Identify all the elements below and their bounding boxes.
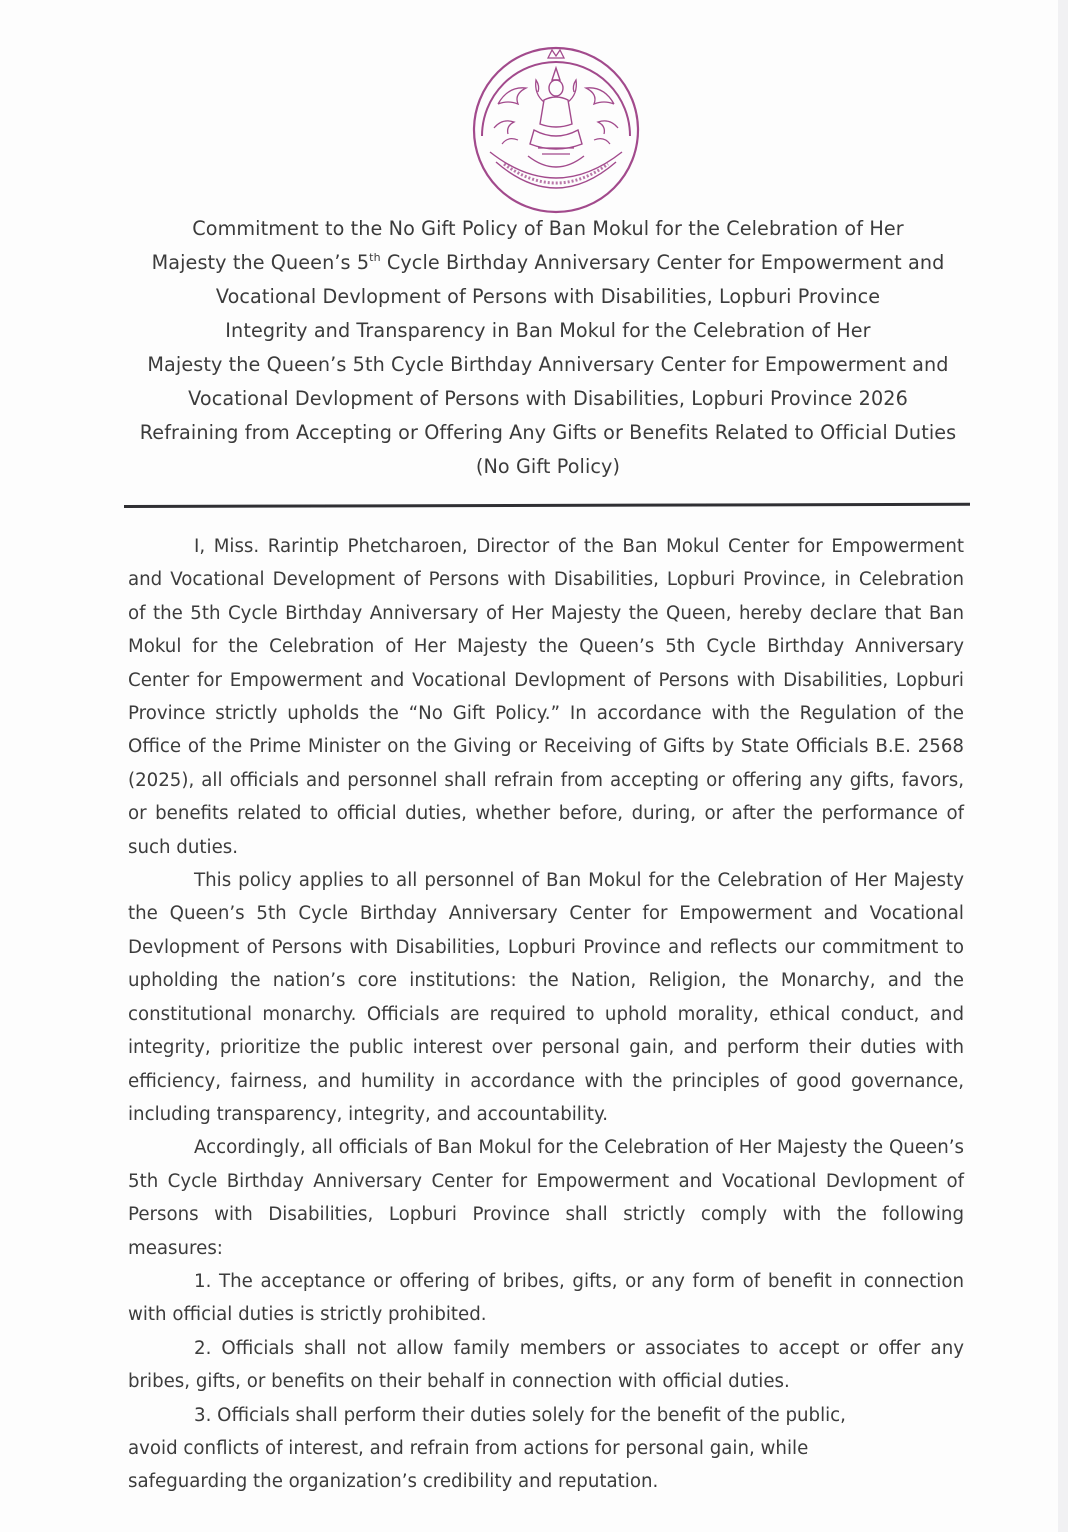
title-divider	[124, 503, 970, 508]
title-line: Majesty the Queen’s 5th Cycle Birthday Anniversary Center for Empowerment and	[151, 251, 945, 274]
seal-figure-head	[549, 80, 563, 96]
declaration-paragraph: I, Miss. Rarintip Phetcharoen, Director of the Ban Mokul Center for Empowerment and Vocational Development of Persons with Disabilities, Lopburi Province, in Celebration of the 5th Cycle Birthday Anniversary of Her Majesty the Queen, hereby declare that Ban Mokul for the Celebration of Her Majesty the Queen’s 5th Cycle Birthday Anniversary Center for Empowerment and Vocational Devlopment of Persons with Disabilities, Lopburi Province strictly upholds the “No Gift Policy.” In accordance with the Regulation of the Office of the Prime Minister on the Giving or Receiving of Gifts by State Officials B.E. 2568 (2025), all officials and personnel shall refrain from accepting or offering any gifts, favors, or benefits related to official duties, whether before, during, or after the performance of such duties.	[128, 536, 964, 858]
seal-figure-crown	[552, 68, 560, 80]
measure-item: 2. Officials shall not allow family members or associates to accept or offer any bribes, gifts, or benefits on their behalf in connection with official duties.	[128, 1337, 964, 1393]
title-line: Refraining from Accepting or Offering Any Gifts or Benefits Related to Official Duties	[139, 421, 957, 444]
title-line: Commitment to the No Gift Policy of Ban Mokul for the Celebration of Her	[192, 217, 904, 240]
seal-banner-top	[490, 152, 622, 178]
institutional-seal-icon	[468, 44, 644, 214]
document-title	[120, 212, 976, 484]
document-body	[128, 530, 964, 1499]
seal-upper-arc	[482, 62, 630, 136]
ordinal-superscript: th	[369, 251, 381, 264]
seal-figure-seat	[530, 130, 582, 149]
measure-item: 3. Officials shall perform their duties solely for the benefit of the public, avoid conflicts of interest, and refrain from actions for personal gain, while safeguarding the organization’s credibility and reputation.	[128, 1404, 846, 1493]
title-line: Vocational Devlopment of Persons with Disabilities, Lopburi Province	[215, 285, 881, 308]
title-line: Vocational Devlopment of Persons with Disabilities, Lopburi Province 2026	[188, 387, 908, 410]
measure-item: 1. The acceptance or offering of bribes, gifts, or any form of benefit in connection with official duties is strictly prohibited.	[128, 1270, 964, 1326]
title-line: (No Gift Policy)	[475, 455, 621, 478]
title-line: Majesty the Queen’s 5th Cycle Birthday Anniversary Center for Empowerment and	[147, 353, 949, 376]
page-edge	[1058, 0, 1068, 1532]
policy-scope-paragraph: This policy applies to all personnel of Ban Mokul for the Celebration of Her Majesty the Queen’s 5th Cycle Birthday Anniversary Center for Empowerment and Vocational Devlopment of Persons with Disabilities, Lopburi Province and reflects our commitment to upholding the nation’s core institutions: the Nation, Religion, the Monarchy, and the constitutional monarchy. Officials are required to uphold morality, ethical conduct, and integrity, prioritize the public interest over personal gain, and perform their duties with efficiency, fairness, and humility in accordance with the principles of good governance, including transparency, integrity, and accountability.	[128, 870, 964, 1125]
measures-intro-paragraph: Accordingly, all officials of Ban Mokul for the Celebration of Her Majesty the Queen’s 5th Cycle Birthday Anniversary Center for Empowerment and Vocational Devlopment of Persons with Disabilities, Lopburi Province shall strictly comply with the following measures:	[128, 1137, 964, 1259]
seal-figure-body	[540, 97, 572, 127]
title-line: Integrity and Transparency in Ban Mokul for the Celebration of Her	[225, 319, 871, 342]
seal-crown	[548, 50, 564, 58]
